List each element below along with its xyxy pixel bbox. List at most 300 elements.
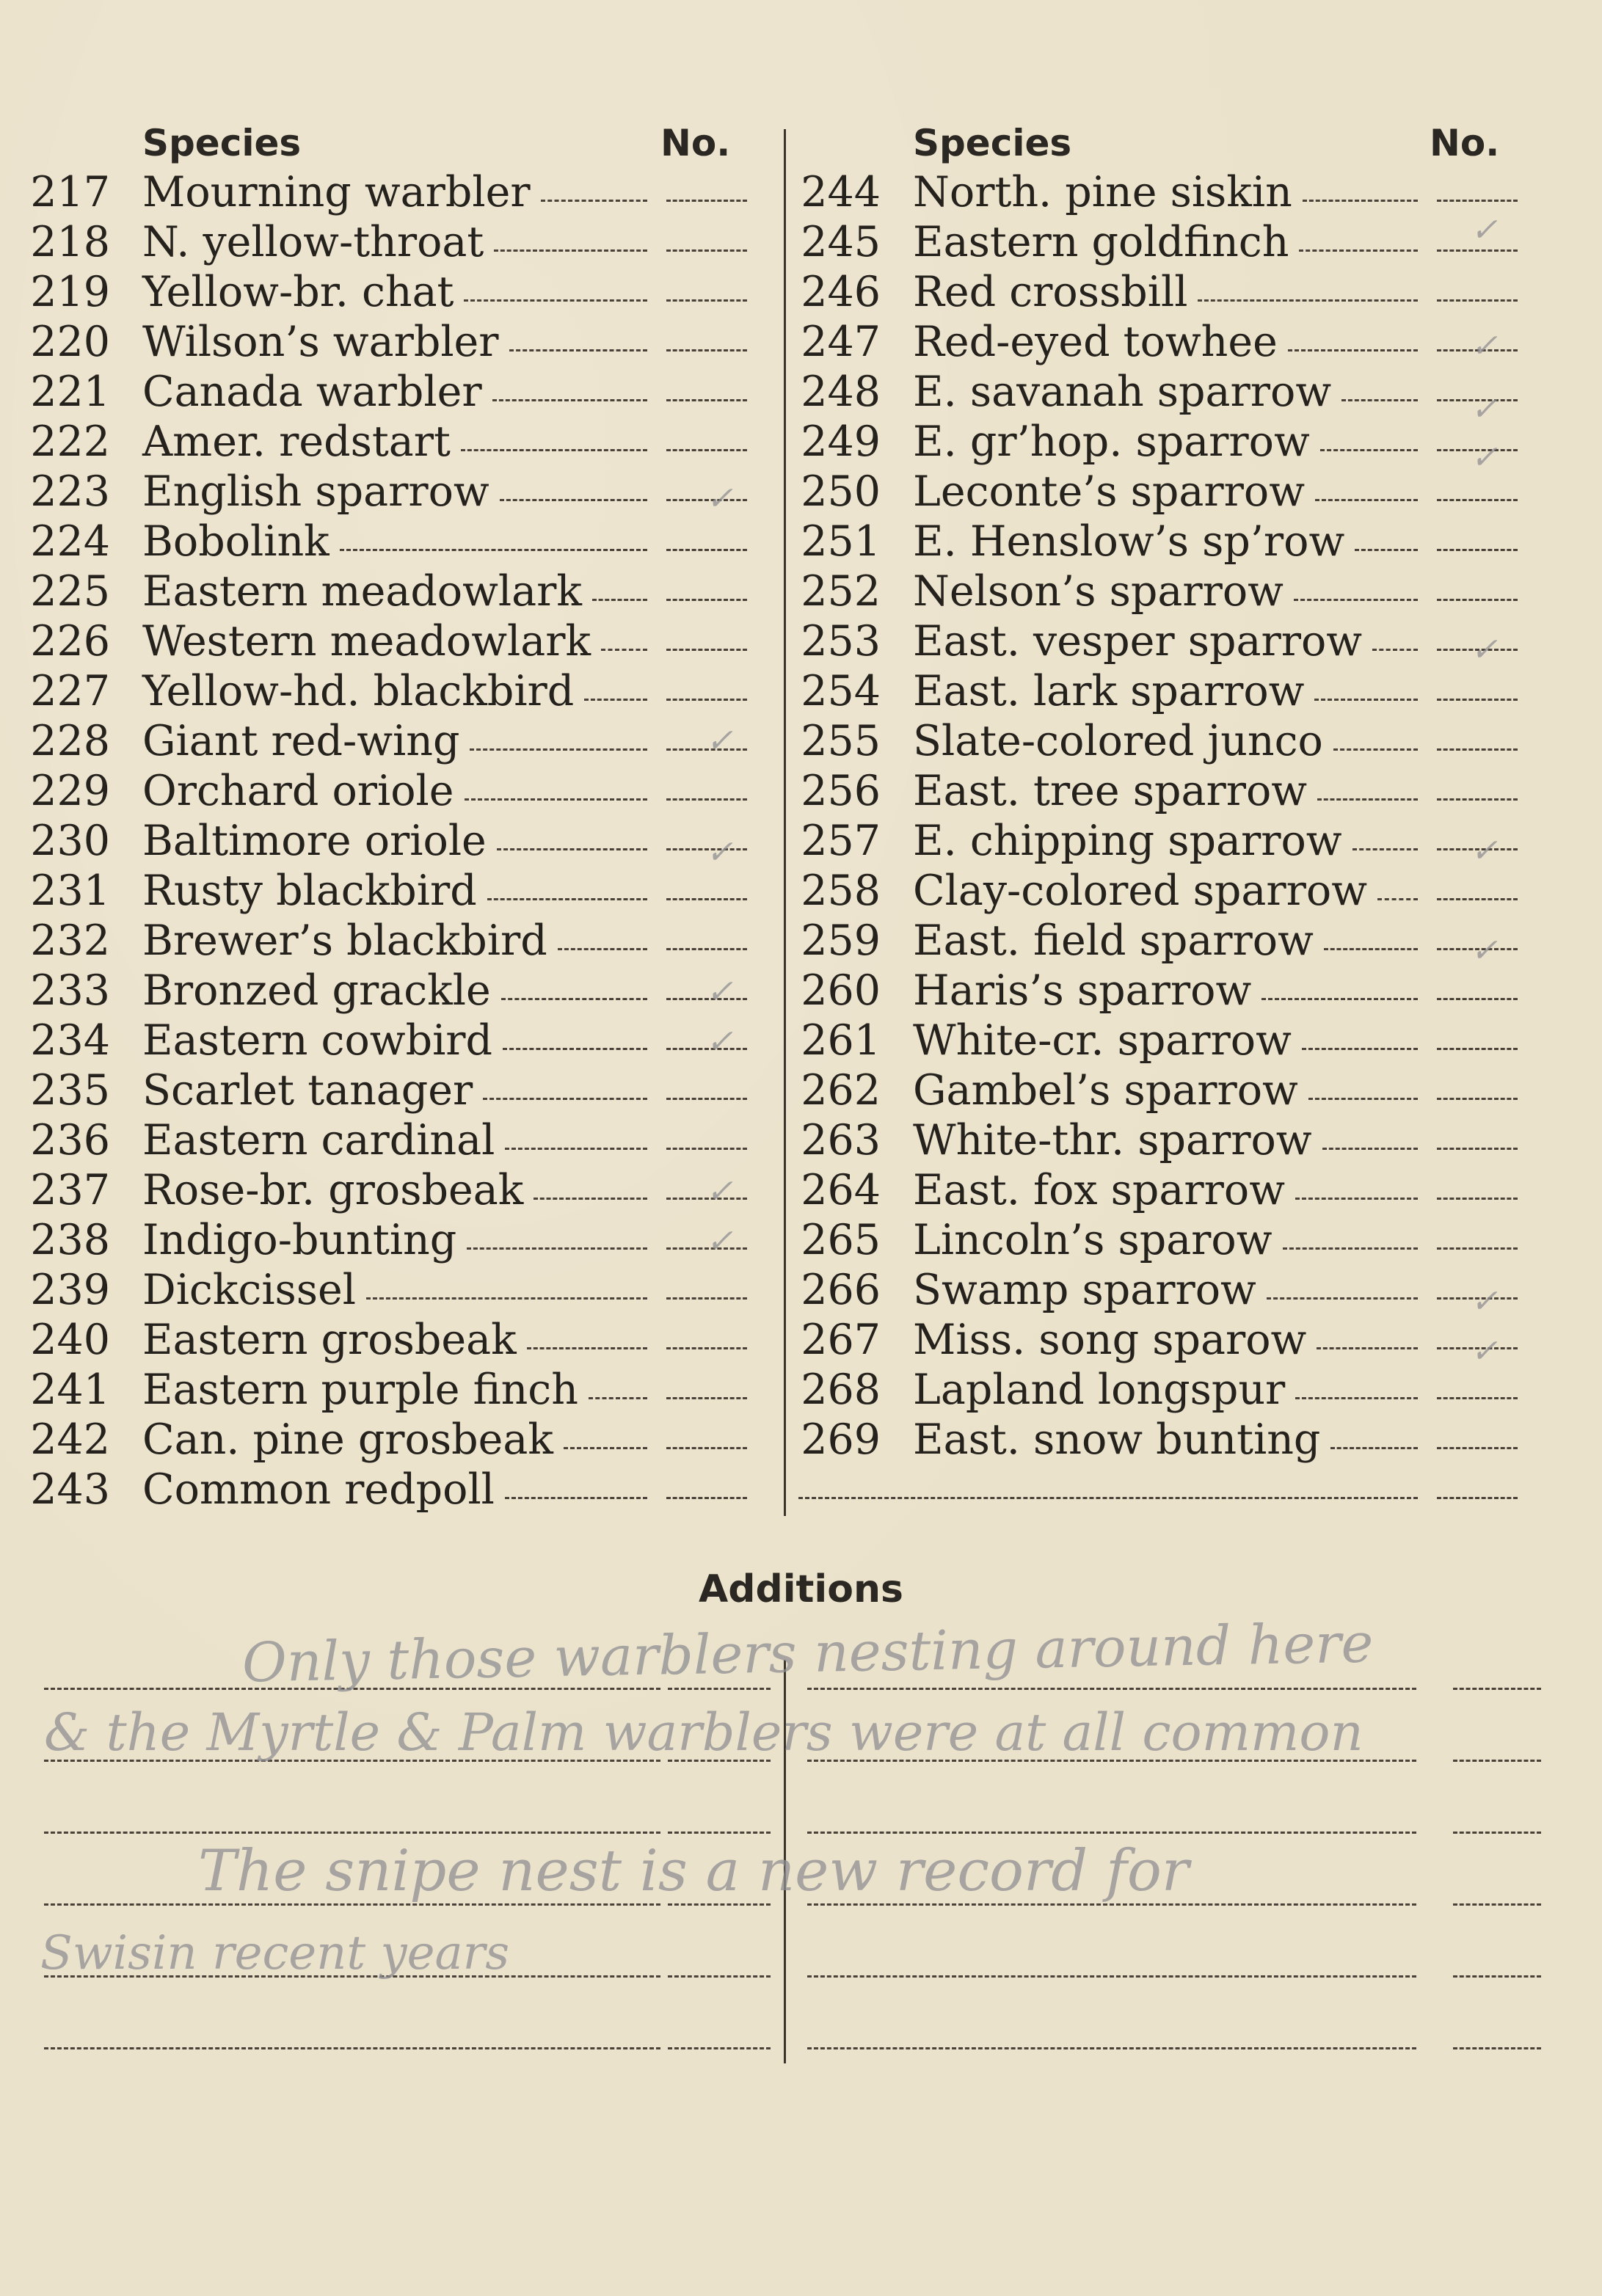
right-header	[798, 117, 1540, 167]
count-blank	[666, 1098, 747, 1100]
species-row	[798, 566, 1540, 616]
species-row	[28, 1115, 769, 1165]
species-number: 267	[801, 1316, 881, 1364]
species-row	[28, 1415, 769, 1465]
species-name: Amer. redstart	[142, 418, 451, 466]
count-blank	[1437, 299, 1518, 302]
species-row	[28, 616, 769, 666]
leader-dashes	[503, 1048, 647, 1050]
species-name: Eastern purple finch	[142, 1366, 578, 1414]
species-number: 242	[30, 1415, 110, 1464]
count-blank	[1437, 200, 1518, 202]
count-blank	[1437, 249, 1518, 252]
species-number: 259	[801, 916, 881, 965]
check-mark-icon: ✓	[1471, 932, 1498, 969]
species-name: Can. pine grosbeak	[142, 1415, 553, 1464]
species-number: 232	[30, 916, 110, 965]
check-mark-icon: ✓	[1471, 327, 1498, 365]
leader-dashes	[1322, 1148, 1418, 1150]
species-name: Dickcissel	[142, 1266, 357, 1314]
check-mark-icon: ✓	[706, 834, 733, 871]
species-row	[798, 1215, 1540, 1265]
species-name: Mourning warbler	[142, 168, 531, 216]
species-row	[798, 666, 1540, 716]
leader-dashes	[505, 1148, 647, 1150]
species-name: Eastern goldfinch	[913, 218, 1289, 266]
leader-dashes	[1303, 200, 1418, 202]
species-name: Canada warbler	[142, 368, 482, 416]
species-name: Miss. song sparow	[913, 1316, 1307, 1364]
species-number: 244	[801, 168, 881, 216]
species-row	[28, 217, 769, 267]
additions-blank-line	[1453, 1832, 1541, 1834]
species-row	[798, 716, 1540, 766]
number-header: No.	[660, 122, 731, 164]
species-number: 218	[30, 218, 110, 266]
species-name: Rose-br. grosbeak	[142, 1166, 524, 1214]
species-row	[28, 467, 769, 517]
species-number: 250	[801, 467, 881, 516]
leader-dashes	[505, 1497, 647, 1499]
species-row	[28, 1265, 769, 1315]
species-number: 263	[801, 1116, 881, 1165]
species-row	[798, 417, 1540, 467]
species-number: 228	[30, 717, 110, 765]
leader-dashes	[1295, 1397, 1418, 1399]
leader-dashes	[527, 1347, 647, 1349]
leader-dashes	[470, 748, 647, 751]
count-blank	[666, 1148, 747, 1150]
leader-dashes	[558, 948, 647, 950]
leader-dashes	[1288, 349, 1418, 351]
leader-dashes	[487, 898, 647, 900]
leader-dashes	[465, 798, 647, 801]
species-name: Western meadowlark	[142, 617, 591, 666]
check-mark-icon: ✓	[706, 1173, 733, 1210]
count-blank	[1437, 1397, 1518, 1399]
species-row	[798, 267, 1540, 317]
leader-dashes	[1317, 798, 1418, 801]
leader-dashes	[1198, 299, 1418, 302]
species-number: 233	[30, 966, 110, 1015]
leader-dashes	[1324, 948, 1418, 950]
additions-blank-line	[807, 2047, 1416, 2049]
species-name: Swamp sparrow	[913, 1266, 1256, 1314]
handwritten-note: Only those warblers nesting around here	[241, 1611, 1374, 1695]
leader-dashes	[1295, 1198, 1418, 1200]
species-row	[798, 966, 1540, 1016]
species-name: East. field sparrow	[913, 916, 1314, 965]
species-number: 247	[801, 318, 881, 366]
species-name: Yellow-hd. blackbird	[142, 667, 575, 715]
leader-dashes	[1317, 1347, 1418, 1349]
handwritten-note: The snipe nest is a new record for	[198, 1838, 1190, 1904]
species-number: 222	[30, 418, 110, 466]
species-number: 238	[30, 1216, 110, 1264]
species-row	[798, 517, 1540, 566]
leader-dashes	[1314, 699, 1418, 701]
additions-blank-line	[807, 1975, 1416, 1978]
count-blank	[666, 1347, 747, 1349]
species-name: Gambel’s sparrow	[913, 1066, 1298, 1115]
additions-blank-line	[668, 1688, 771, 1690]
species-name: Eastern meadowlark	[142, 567, 582, 616]
count-blank	[1437, 1148, 1518, 1150]
species-row	[798, 167, 1540, 217]
species-name: Rusty blackbird	[142, 867, 477, 915]
species-name: Red crossbill	[913, 268, 1188, 316]
species-name: East. vesper sparrow	[913, 617, 1363, 666]
right-column	[798, 117, 1540, 1515]
species-number: 264	[801, 1166, 881, 1214]
species-number: 227	[30, 667, 110, 715]
right-species-list	[798, 167, 1540, 1515]
species-row	[798, 1415, 1540, 1465]
species-name: Common redpoll	[142, 1465, 495, 1514]
species-row	[798, 1165, 1540, 1215]
species-name: Eastern grosbeak	[142, 1316, 517, 1364]
species-row	[798, 217, 1540, 267]
species-name: Bobolink	[142, 517, 329, 566]
species-row	[798, 1016, 1540, 1065]
species-number: 249	[801, 418, 881, 466]
species-row	[28, 716, 769, 766]
species-name: East. lark sparrow	[913, 667, 1305, 715]
species-row	[798, 1465, 1540, 1515]
species-name: White-cr. sparrow	[913, 1016, 1292, 1065]
count-blank	[1437, 549, 1518, 551]
species-name: White-thr. sparrow	[913, 1116, 1312, 1165]
species-row	[798, 916, 1540, 966]
species-header: Species	[142, 122, 302, 164]
species-number: 257	[801, 817, 881, 865]
check-mark-icon: ✓	[1471, 439, 1498, 476]
leader-dashes	[492, 399, 647, 401]
species-number: 237	[30, 1166, 110, 1214]
count-blank	[666, 599, 747, 601]
species-number: 243	[30, 1465, 110, 1514]
species-number: 224	[30, 517, 110, 566]
species-row	[28, 417, 769, 467]
species-number: 258	[801, 867, 881, 915]
leader-dashes	[483, 1098, 647, 1100]
species-number: 268	[801, 1366, 881, 1414]
count-blank	[666, 898, 747, 900]
species-row	[28, 317, 769, 367]
species-row	[28, 816, 769, 866]
species-number: 265	[801, 1216, 881, 1264]
species-number: 220	[30, 318, 110, 366]
species-number: 235	[30, 1066, 110, 1115]
leader-dashes	[592, 599, 647, 601]
species-row	[28, 367, 769, 417]
additions-blank-line	[1453, 1903, 1541, 1906]
species-name: Clay-colored sparrow	[913, 867, 1367, 915]
species-number: 240	[30, 1316, 110, 1364]
species-row	[798, 766, 1540, 816]
count-blank	[666, 1497, 747, 1499]
species-name: E. savanah sparrow	[913, 368, 1332, 416]
species-number: 262	[801, 1066, 881, 1115]
count-blank	[666, 449, 747, 451]
check-mark-icon: ✓	[1471, 1283, 1498, 1320]
check-mark-icon: ✓	[1471, 390, 1498, 428]
leader-dashes	[1267, 1297, 1418, 1300]
species-name: Giant red-wing	[142, 717, 460, 765]
species-number: 252	[801, 567, 881, 616]
species-name: East. tree sparrow	[913, 767, 1308, 815]
leader-dashes	[601, 649, 647, 651]
species-header: Species	[913, 122, 1072, 164]
count-blank	[1437, 748, 1518, 751]
count-blank	[666, 549, 747, 551]
species-name: Brewer’s blackbird	[142, 916, 547, 965]
species-name: Wilson’s warbler	[142, 318, 499, 366]
species-row	[28, 1465, 769, 1515]
leader-dashes	[1283, 1247, 1418, 1250]
species-number: 221	[30, 368, 110, 416]
check-mark-icon: ✓	[706, 480, 733, 517]
leader-dashes	[366, 1297, 647, 1300]
leader-dashes	[1372, 649, 1418, 651]
leader-dashes	[509, 349, 647, 351]
species-row	[28, 666, 769, 716]
additions-blank-line	[1453, 1688, 1541, 1690]
leader-dashes	[589, 1397, 647, 1399]
count-blank	[1437, 1048, 1518, 1050]
leader-dashes	[461, 449, 647, 451]
count-blank	[666, 798, 747, 801]
species-row	[28, 1365, 769, 1415]
leader-dashes	[564, 1447, 647, 1449]
additions-title: Additions	[699, 1567, 903, 1611]
species-number: 251	[801, 517, 881, 566]
species-number: 225	[30, 567, 110, 616]
leader-dashes	[1261, 998, 1418, 1000]
count-blank	[666, 1447, 747, 1449]
species-number: 230	[30, 817, 110, 865]
count-blank	[1437, 998, 1518, 1000]
species-row	[798, 1365, 1540, 1415]
count-blank	[666, 399, 747, 401]
leader-dashes	[1294, 599, 1418, 601]
species-number: 229	[30, 767, 110, 815]
leader-dashes	[1308, 1098, 1418, 1100]
count-blank	[666, 649, 747, 651]
species-name: E. gr’hop. sparrow	[913, 418, 1310, 466]
additions-blank-line	[668, 1975, 771, 1978]
species-name: E. Henslow’s sp’row	[913, 517, 1345, 566]
leader-dashes	[1333, 748, 1418, 751]
species-number: 248	[801, 368, 881, 416]
column-divider	[784, 129, 786, 1516]
count-blank	[666, 699, 747, 701]
leader-dashes	[497, 848, 647, 850]
species-number: 266	[801, 1266, 881, 1314]
count-blank	[1437, 1098, 1518, 1100]
check-mark-icon: ✓	[1471, 211, 1498, 249]
species-name: Yellow-br. chat	[142, 268, 454, 316]
left-column	[28, 117, 769, 1515]
count-blank	[666, 249, 747, 252]
species-number: 241	[30, 1366, 110, 1414]
species-row	[28, 766, 769, 816]
species-name: Eastern cowbird	[142, 1016, 493, 1065]
leader-dashes	[1355, 549, 1418, 551]
check-mark-icon: ✓	[1471, 832, 1498, 870]
species-row	[798, 816, 1540, 866]
leader-dashes	[584, 699, 647, 701]
species-name: Eastern cardinal	[142, 1116, 495, 1165]
count-blank	[1437, 1447, 1518, 1449]
number-header: No.	[1430, 122, 1500, 164]
species-row	[28, 267, 769, 317]
species-name: Orchard oriole	[142, 767, 454, 815]
leader-dashes	[500, 499, 647, 501]
species-row	[798, 1065, 1540, 1115]
count-blank	[666, 948, 747, 950]
species-row	[798, 367, 1540, 417]
additions-blank-line	[807, 1832, 1416, 1834]
species-number: 260	[801, 966, 881, 1015]
leader-dashes	[1330, 1447, 1418, 1449]
leader-dashes	[1315, 499, 1418, 501]
additions-blank-line	[1453, 1760, 1541, 1762]
count-blank	[1437, 1497, 1518, 1499]
species-name: Haris’s sparrow	[913, 966, 1252, 1015]
leader-dashes	[798, 1497, 1418, 1499]
additions-blank-line	[1453, 1975, 1541, 1978]
check-mark-icon: ✓	[706, 1222, 733, 1260]
additions-blank-line	[668, 2047, 771, 2049]
species-number: 255	[801, 717, 881, 765]
species-row	[28, 866, 769, 916]
species-name: East. fox sparrow	[913, 1166, 1285, 1214]
count-blank	[1437, 599, 1518, 601]
species-row	[28, 566, 769, 616]
species-number: 234	[30, 1016, 110, 1065]
handwritten-note: & the Myrtle & Palm warblers were at all common	[44, 1702, 1363, 1763]
species-number: 231	[30, 867, 110, 915]
additions-blank-line	[1453, 2047, 1541, 2049]
species-row	[798, 317, 1540, 367]
leader-dashes	[1302, 1048, 1418, 1050]
count-blank	[666, 1297, 747, 1300]
count-blank	[1437, 1247, 1518, 1250]
leader-dashes	[1299, 249, 1418, 252]
species-number: 269	[801, 1415, 881, 1464]
species-number: 261	[801, 1016, 881, 1065]
species-row	[28, 1165, 769, 1215]
count-blank	[666, 299, 747, 302]
left-header	[28, 117, 769, 167]
leader-dashes	[1377, 898, 1418, 900]
count-blank	[1437, 798, 1518, 801]
species-name: North. pine siskin	[913, 168, 1292, 216]
count-blank	[1437, 898, 1518, 900]
species-name: Baltimore oriole	[142, 817, 487, 865]
count-blank	[666, 349, 747, 351]
species-row	[28, 167, 769, 217]
additions-blank-line	[44, 1832, 660, 1834]
leader-dashes	[534, 1198, 647, 1200]
leader-dashes	[1352, 848, 1418, 850]
species-number: 226	[30, 617, 110, 666]
species-row	[798, 1115, 1540, 1165]
check-mark-icon: ✓	[706, 973, 733, 1010]
species-name: Lapland longspur	[913, 1366, 1286, 1414]
check-mark-icon: ✓	[706, 1023, 733, 1060]
species-number: 246	[801, 268, 881, 316]
species-row	[798, 1315, 1540, 1365]
species-row	[28, 517, 769, 566]
additions-blank-line	[807, 1688, 1416, 1690]
species-row	[798, 616, 1540, 666]
leader-dashes	[340, 549, 647, 551]
species-number: 245	[801, 218, 881, 266]
species-number: 253	[801, 617, 881, 666]
species-number: 219	[30, 268, 110, 316]
species-name: Red-eyed towhee	[913, 318, 1278, 366]
leader-dashes	[1320, 449, 1418, 451]
species-row	[28, 1016, 769, 1065]
count-blank	[1437, 499, 1518, 501]
additions-blank-line	[44, 2047, 660, 2049]
species-number: 239	[30, 1266, 110, 1314]
leader-dashes	[501, 998, 647, 1000]
handwritten-note: Swisin recent years	[40, 1926, 510, 1980]
species-name: E. chipping sparrow	[913, 817, 1342, 865]
species-name: Scarlet tanager	[142, 1066, 473, 1115]
check-mark-icon: ✓	[1471, 631, 1498, 668]
count-blank	[666, 200, 747, 202]
species-row	[28, 966, 769, 1016]
left-species-list	[28, 167, 769, 1515]
species-row	[798, 866, 1540, 916]
leader-dashes	[1341, 399, 1418, 401]
species-name: Leconte’s sparrow	[913, 467, 1305, 516]
species-name: N. yellow-throat	[142, 218, 484, 266]
species-number: 254	[801, 667, 881, 715]
count-blank	[1437, 699, 1518, 701]
leader-dashes	[467, 1247, 647, 1250]
species-row	[28, 916, 769, 966]
species-row	[798, 467, 1540, 517]
species-number: 217	[30, 168, 110, 216]
species-row	[798, 1265, 1540, 1315]
leader-dashes	[541, 200, 647, 202]
species-row	[28, 1315, 769, 1365]
species-name: Lincoln’s sparow	[913, 1216, 1273, 1264]
species-name: Bronzed grackle	[142, 966, 491, 1015]
species-name: Indigo-bunting	[142, 1216, 457, 1264]
leader-dashes	[494, 249, 647, 252]
check-mark-icon: ✓	[706, 722, 733, 759]
species-number: 236	[30, 1116, 110, 1165]
species-row	[28, 1215, 769, 1265]
species-name: East. snow bunting	[913, 1415, 1321, 1464]
count-blank	[1437, 1198, 1518, 1200]
species-name: English sparrow	[142, 467, 489, 516]
species-number: 256	[801, 767, 881, 815]
additions-blank-line	[668, 1832, 771, 1834]
check-mark-icon: ✓	[1471, 1333, 1498, 1370]
species-number: 223	[30, 467, 110, 516]
count-blank	[666, 1397, 747, 1399]
species-row	[28, 1065, 769, 1115]
leader-dashes	[464, 299, 647, 302]
species-name: Nelson’s sparrow	[913, 567, 1284, 616]
